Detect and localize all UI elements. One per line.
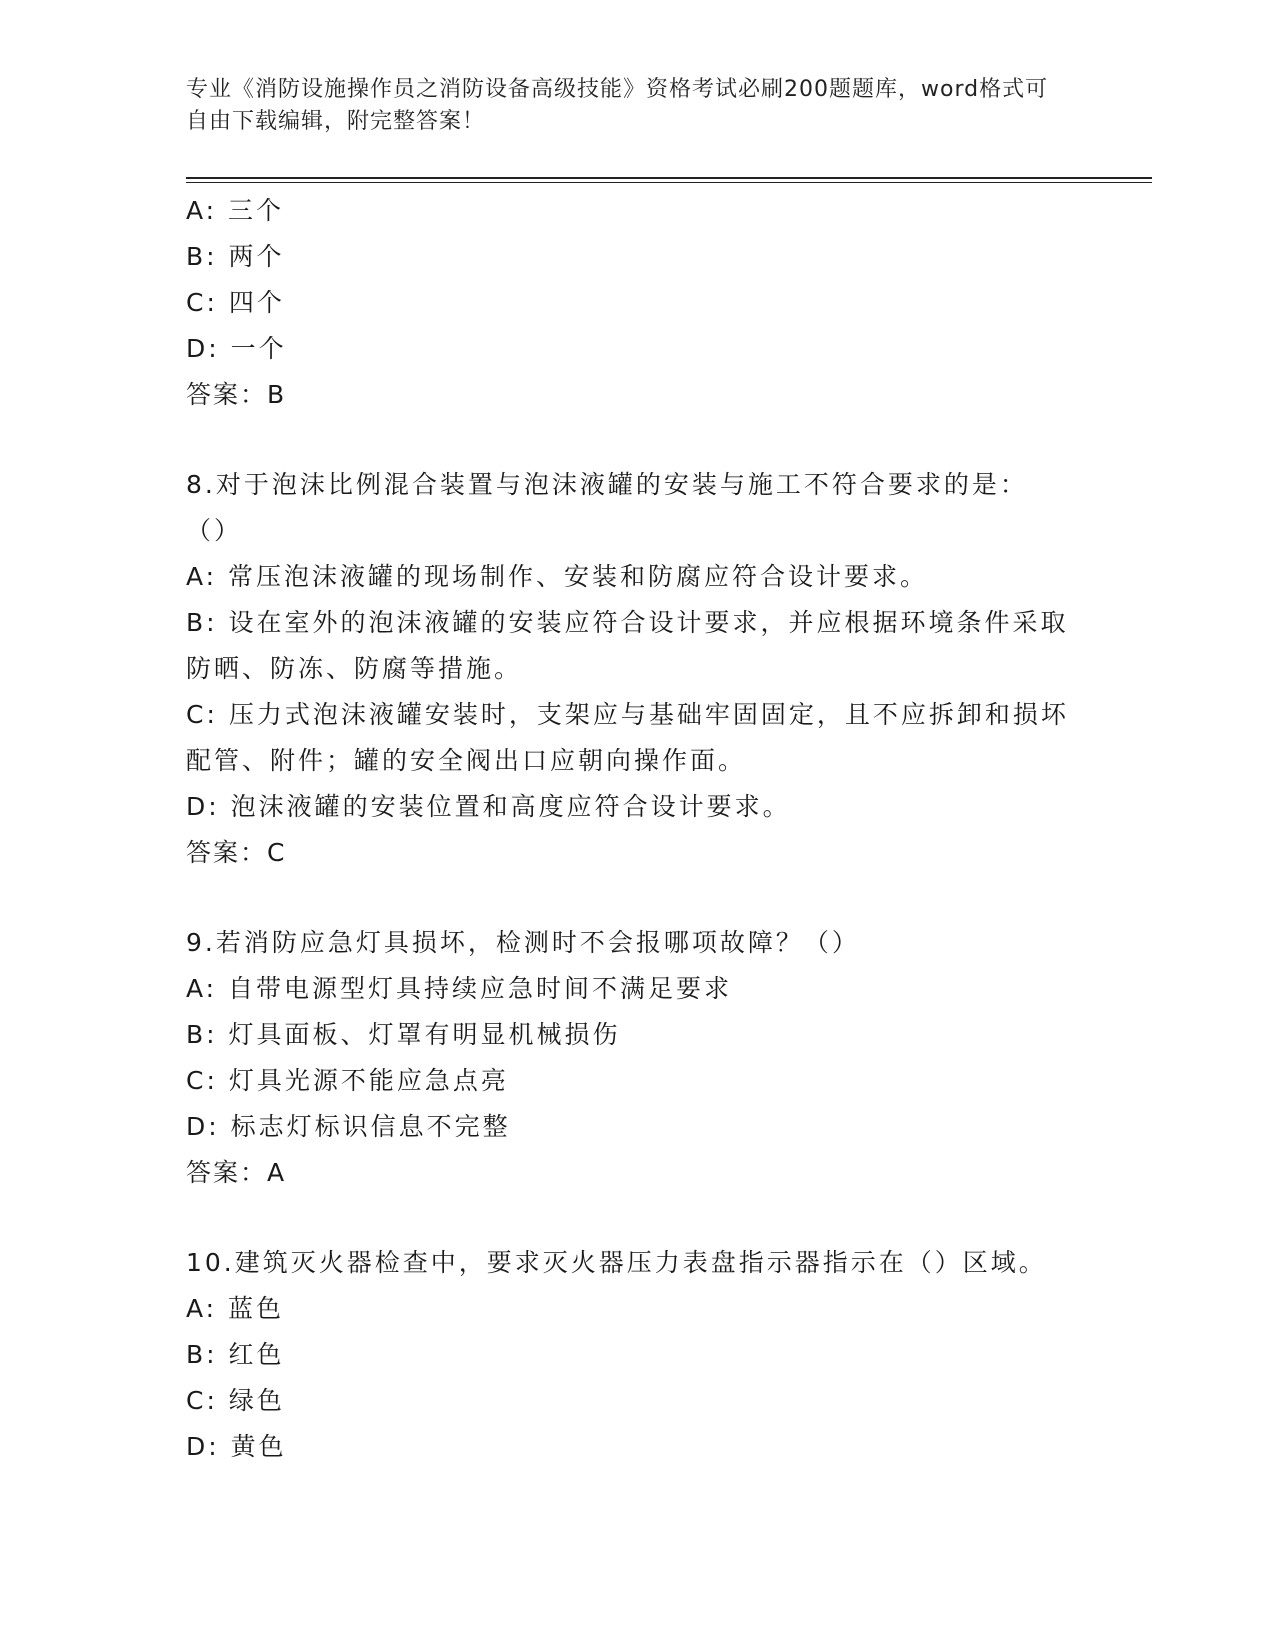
answer: 答案：B bbox=[186, 380, 287, 409]
question-8 bbox=[186, 462, 1086, 876]
option-c: C: 压力式泡沫液罐安装时，支架应与基础牢固固定，且不应拆卸和损坏配管、附件；罐的安全阀出口应朝向操作面。 bbox=[186, 700, 1069, 775]
answer: 答案：A bbox=[186, 1158, 287, 1187]
question-10 bbox=[186, 1240, 1086, 1470]
option-d: D: 黄色 bbox=[186, 1432, 287, 1461]
question-9 bbox=[186, 920, 1086, 1196]
option-b: B: 灯具面板、灯罩有明显机械损伤 bbox=[186, 1020, 621, 1049]
option-b: B: 两个 bbox=[186, 242, 285, 271]
option-d: D: 标志灯标识信息不完整 bbox=[186, 1112, 511, 1141]
question-text-cont: （） bbox=[186, 516, 243, 545]
header-divider-thick bbox=[186, 177, 1152, 179]
option-c: C: 绿色 bbox=[186, 1386, 285, 1415]
question-text: 10.建筑灭火器检查中，要求灭火器压力表盘指示器指示在（）区域。 bbox=[186, 1248, 1047, 1277]
option-a: A: 三个 bbox=[186, 196, 285, 225]
option-a: A: 常压泡沫液罐的现场制作、安装和防腐应符合设计要求。 bbox=[186, 562, 929, 591]
question-7 bbox=[186, 188, 1086, 418]
option-b: B: 设在室外的泡沫液罐的安装应符合设计要求，并应根据环境条件采取防晒、防冻、防腐等措施。 bbox=[186, 608, 1069, 683]
header-divider-thin bbox=[186, 182, 1152, 183]
option-d: D: 泡沫液罐的安装位置和高度应符合设计要求。 bbox=[186, 792, 791, 821]
option-b: B: 红色 bbox=[186, 1340, 285, 1369]
question-text: 9.若消防应急灯具损坏，检测时不会报哪项故障？（） bbox=[186, 928, 860, 957]
option-a: A: 自带电源型灯具持续应急时间不满足要求 bbox=[186, 974, 733, 1003]
option-d: D: 一个 bbox=[186, 334, 287, 363]
question-text: 8.对于泡沫比例混合装置与泡沫液罐的安装与施工不符合要求的是： bbox=[186, 470, 1028, 499]
answer: 答案：C bbox=[186, 838, 287, 867]
option-a: A: 蓝色 bbox=[186, 1294, 285, 1323]
option-c: C: 灯具光源不能应急点亮 bbox=[186, 1066, 509, 1095]
option-c: C: 四个 bbox=[186, 288, 285, 317]
question-list bbox=[186, 188, 1086, 1470]
document-header: 专业《消防设施操作员之消防设备高级技能》资格考试必刷200题题库，word格式可自由下载编辑，附完整答案！ bbox=[186, 77, 1049, 134]
